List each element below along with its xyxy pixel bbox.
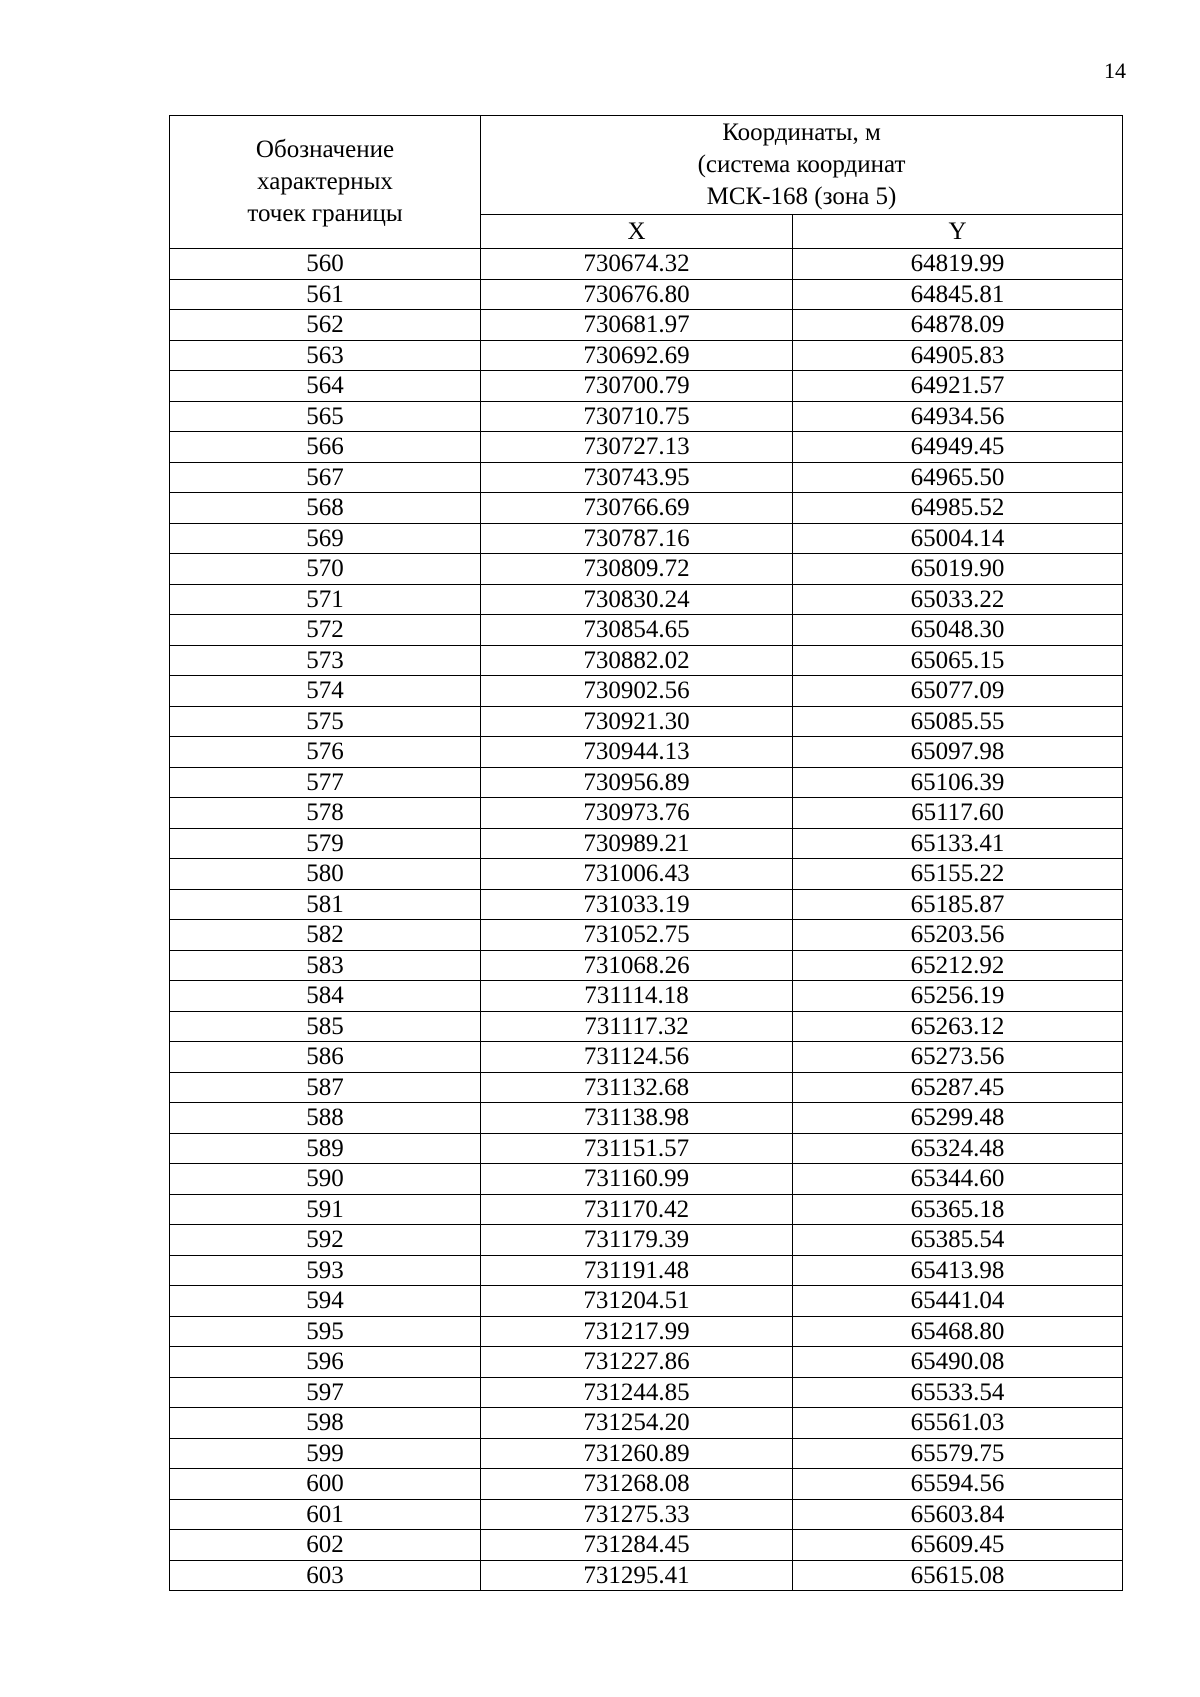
point-number-cell: 588 (170, 1103, 481, 1134)
x-coordinate-cell: 731244.85 (481, 1377, 793, 1408)
point-number-cell: 592 (170, 1225, 481, 1256)
x-coordinate-cell: 730902.56 (481, 676, 793, 707)
table-row (170, 1530, 1123, 1561)
y-coordinate-cell: 64878.09 (793, 310, 1123, 341)
point-number-cell: 585 (170, 1011, 481, 1042)
y-coordinate-cell: 65263.12 (793, 1011, 1123, 1042)
table-row (170, 1560, 1123, 1591)
x-coordinate-cell: 731217.99 (481, 1316, 793, 1347)
header-y: Y (793, 215, 1123, 249)
table-row (170, 584, 1123, 615)
y-coordinate-cell: 64985.52 (793, 493, 1123, 524)
point-number-cell: 584 (170, 981, 481, 1012)
table-row (170, 401, 1123, 432)
table-row (170, 920, 1123, 951)
y-coordinate-cell: 65579.75 (793, 1438, 1123, 1469)
table-row (170, 1469, 1123, 1500)
table-row (170, 1347, 1123, 1378)
table-row (170, 554, 1123, 585)
point-number-cell: 594 (170, 1286, 481, 1317)
table-row (170, 1103, 1123, 1134)
header-coordinates-line: Координаты, м (722, 119, 881, 146)
y-coordinate-cell: 65048.30 (793, 615, 1123, 646)
y-coordinate-cell: 65106.39 (793, 767, 1123, 798)
header-designation-line: характерных (257, 168, 393, 195)
x-coordinate-cell: 730787.16 (481, 523, 793, 554)
x-coordinate-cell: 730692.69 (481, 340, 793, 371)
point-number-cell: 568 (170, 493, 481, 524)
x-coordinate-cell: 731117.32 (481, 1011, 793, 1042)
y-coordinate-cell: 65533.54 (793, 1377, 1123, 1408)
y-coordinate-cell: 65185.87 (793, 889, 1123, 920)
y-coordinate-cell: 65004.14 (793, 523, 1123, 554)
y-coordinate-cell: 65490.08 (793, 1347, 1123, 1378)
point-number-cell: 596 (170, 1347, 481, 1378)
point-number-cell: 576 (170, 737, 481, 768)
x-coordinate-cell: 730944.13 (481, 737, 793, 768)
y-coordinate-cell: 65133.41 (793, 828, 1123, 859)
table-row (170, 279, 1123, 310)
point-number-cell: 578 (170, 798, 481, 829)
y-coordinate-cell: 65117.60 (793, 798, 1123, 829)
y-coordinate-cell: 64934.56 (793, 401, 1123, 432)
table-row (170, 340, 1123, 371)
table-row (170, 1499, 1123, 1530)
x-coordinate-cell: 730743.95 (481, 462, 793, 493)
y-coordinate-cell: 64905.83 (793, 340, 1123, 371)
y-coordinate-cell: 65033.22 (793, 584, 1123, 615)
table-row (170, 371, 1123, 402)
x-coordinate-cell: 731275.33 (481, 1499, 793, 1530)
point-number-cell: 599 (170, 1438, 481, 1469)
table-row (170, 1042, 1123, 1073)
y-coordinate-cell: 65344.60 (793, 1164, 1123, 1195)
x-coordinate-cell: 731191.48 (481, 1255, 793, 1286)
table-row (170, 859, 1123, 890)
y-coordinate-cell: 65594.56 (793, 1469, 1123, 1500)
coordinates-table (169, 115, 1123, 1591)
point-number-cell: 600 (170, 1469, 481, 1500)
x-coordinate-cell: 731227.86 (481, 1347, 793, 1378)
x-coordinate-cell: 730700.79 (481, 371, 793, 402)
x-coordinate-cell: 731295.41 (481, 1560, 793, 1591)
y-coordinate-cell: 64949.45 (793, 432, 1123, 463)
header-designation-line: Обозначение (255, 136, 395, 163)
table-row (170, 981, 1123, 1012)
y-coordinate-cell: 65019.90 (793, 554, 1123, 585)
table-row (170, 645, 1123, 676)
page-number: 14 (1104, 58, 1126, 83)
x-coordinate-cell: 731268.08 (481, 1469, 793, 1500)
point-number-cell: 567 (170, 462, 481, 493)
table-body (170, 249, 1123, 1591)
x-coordinate-cell: 730710.75 (481, 401, 793, 432)
point-number-cell: 589 (170, 1133, 481, 1164)
x-coordinate-cell: 731204.51 (481, 1286, 793, 1317)
x-coordinate-cell: 730882.02 (481, 645, 793, 676)
point-number-cell: 579 (170, 828, 481, 859)
x-coordinate-cell: 730973.76 (481, 798, 793, 829)
point-number-cell: 564 (170, 371, 481, 402)
table-row (170, 1164, 1123, 1195)
x-coordinate-cell: 730921.30 (481, 706, 793, 737)
point-number-cell: 581 (170, 889, 481, 920)
point-number-cell: 563 (170, 340, 481, 371)
point-number-cell: 587 (170, 1072, 481, 1103)
y-coordinate-cell: 65085.55 (793, 706, 1123, 737)
table-row (170, 1438, 1123, 1469)
x-coordinate-cell: 731254.20 (481, 1408, 793, 1439)
table-row (170, 1011, 1123, 1042)
y-coordinate-cell: 65441.04 (793, 1286, 1123, 1317)
y-coordinate-cell: 65365.18 (793, 1194, 1123, 1225)
y-coordinate-cell: 65413.98 (793, 1255, 1123, 1286)
point-number-cell: 570 (170, 554, 481, 585)
x-coordinate-cell: 731170.42 (481, 1194, 793, 1225)
table-row (170, 1408, 1123, 1439)
y-coordinate-cell: 65097.98 (793, 737, 1123, 768)
table-row (170, 676, 1123, 707)
x-coordinate-cell: 730727.13 (481, 432, 793, 463)
point-number-cell: 586 (170, 1042, 481, 1073)
x-coordinate-cell: 731052.75 (481, 920, 793, 951)
header-coordinates-line: МСК-168 (зона 5) (706, 183, 897, 210)
x-coordinate-cell: 731033.19 (481, 889, 793, 920)
point-number-cell: 577 (170, 767, 481, 798)
table-row (170, 249, 1123, 280)
x-coordinate-cell: 731124.56 (481, 1042, 793, 1073)
x-coordinate-cell: 730830.24 (481, 584, 793, 615)
header-x: X (481, 215, 793, 249)
table-row (170, 310, 1123, 341)
point-number-cell: 603 (170, 1560, 481, 1591)
x-coordinate-cell: 731006.43 (481, 859, 793, 890)
point-number-cell: 560 (170, 249, 481, 280)
table-row (170, 737, 1123, 768)
y-coordinate-cell: 65287.45 (793, 1072, 1123, 1103)
point-number-cell: 597 (170, 1377, 481, 1408)
table-row (170, 706, 1123, 737)
y-coordinate-cell: 65324.48 (793, 1133, 1123, 1164)
table-row (170, 1377, 1123, 1408)
table-row (170, 493, 1123, 524)
header-coordinates-line: (система координат (697, 151, 906, 178)
table-row (170, 1316, 1123, 1347)
y-coordinate-cell: 65256.19 (793, 981, 1123, 1012)
y-coordinate-cell: 65203.56 (793, 920, 1123, 951)
y-coordinate-cell: 65212.92 (793, 950, 1123, 981)
y-coordinate-cell: 65155.22 (793, 859, 1123, 890)
point-number-cell: 593 (170, 1255, 481, 1286)
x-coordinate-cell: 730681.97 (481, 310, 793, 341)
x-coordinate-cell: 730854.65 (481, 615, 793, 646)
y-coordinate-cell: 65468.80 (793, 1316, 1123, 1347)
point-number-cell: 580 (170, 859, 481, 890)
point-number-cell: 566 (170, 432, 481, 463)
x-coordinate-cell: 731068.26 (481, 950, 793, 981)
point-number-cell: 571 (170, 584, 481, 615)
y-coordinate-cell: 64921.57 (793, 371, 1123, 402)
x-coordinate-cell: 731284.45 (481, 1530, 793, 1561)
point-number-cell: 572 (170, 615, 481, 646)
point-number-cell: 602 (170, 1530, 481, 1561)
y-coordinate-cell: 65385.54 (793, 1225, 1123, 1256)
point-number-cell: 591 (170, 1194, 481, 1225)
table-row (170, 1072, 1123, 1103)
point-number-cell: 590 (170, 1164, 481, 1195)
point-number-cell: 573 (170, 645, 481, 676)
table-row (170, 950, 1123, 981)
y-coordinate-cell: 65299.48 (793, 1103, 1123, 1134)
x-coordinate-cell: 731160.99 (481, 1164, 793, 1195)
point-number-cell: 595 (170, 1316, 481, 1347)
table-row (170, 432, 1123, 463)
x-coordinate-cell: 730956.89 (481, 767, 793, 798)
table-row (170, 767, 1123, 798)
point-number-cell: 598 (170, 1408, 481, 1439)
y-coordinate-cell: 65077.09 (793, 676, 1123, 707)
table-row (170, 1225, 1123, 1256)
table-row (170, 798, 1123, 829)
y-coordinate-cell: 65615.08 (793, 1560, 1123, 1591)
y-coordinate-cell: 64819.99 (793, 249, 1123, 280)
table-row (170, 615, 1123, 646)
x-coordinate-cell: 730989.21 (481, 828, 793, 859)
y-coordinate-cell: 65273.56 (793, 1042, 1123, 1073)
table-row (170, 1255, 1123, 1286)
x-coordinate-cell: 731151.57 (481, 1133, 793, 1164)
point-number-cell: 582 (170, 920, 481, 951)
y-coordinate-cell: 64965.50 (793, 462, 1123, 493)
point-number-cell: 575 (170, 706, 481, 737)
x-coordinate-cell: 731114.18 (481, 981, 793, 1012)
point-number-cell: 569 (170, 523, 481, 554)
point-number-cell: 565 (170, 401, 481, 432)
table-row (170, 1194, 1123, 1225)
table-header (170, 116, 1123, 249)
table-row (170, 889, 1123, 920)
x-coordinate-cell: 731138.98 (481, 1103, 793, 1134)
x-coordinate-cell: 730674.32 (481, 249, 793, 280)
x-coordinate-cell: 731132.68 (481, 1072, 793, 1103)
point-number-cell: 574 (170, 676, 481, 707)
y-coordinate-cell: 65603.84 (793, 1499, 1123, 1530)
table-row (170, 1133, 1123, 1164)
y-coordinate-cell: 65561.03 (793, 1408, 1123, 1439)
table-row (170, 523, 1123, 554)
table-row (170, 828, 1123, 859)
header-coordinates (481, 116, 1123, 215)
point-number-cell: 562 (170, 310, 481, 341)
x-coordinate-cell: 731260.89 (481, 1438, 793, 1469)
point-number-cell: 561 (170, 279, 481, 310)
table-row (170, 462, 1123, 493)
table-row (170, 1286, 1123, 1317)
x-coordinate-cell: 731179.39 (481, 1225, 793, 1256)
y-coordinate-cell: 64845.81 (793, 279, 1123, 310)
header-point-designation (170, 116, 481, 249)
point-number-cell: 583 (170, 950, 481, 981)
x-coordinate-cell: 730766.69 (481, 493, 793, 524)
point-number-cell: 601 (170, 1499, 481, 1530)
x-coordinate-cell: 730676.80 (481, 279, 793, 310)
x-coordinate-cell: 730809.72 (481, 554, 793, 585)
header-designation-line: точек границы (247, 200, 403, 227)
y-coordinate-cell: 65065.15 (793, 645, 1123, 676)
y-coordinate-cell: 65609.45 (793, 1530, 1123, 1561)
